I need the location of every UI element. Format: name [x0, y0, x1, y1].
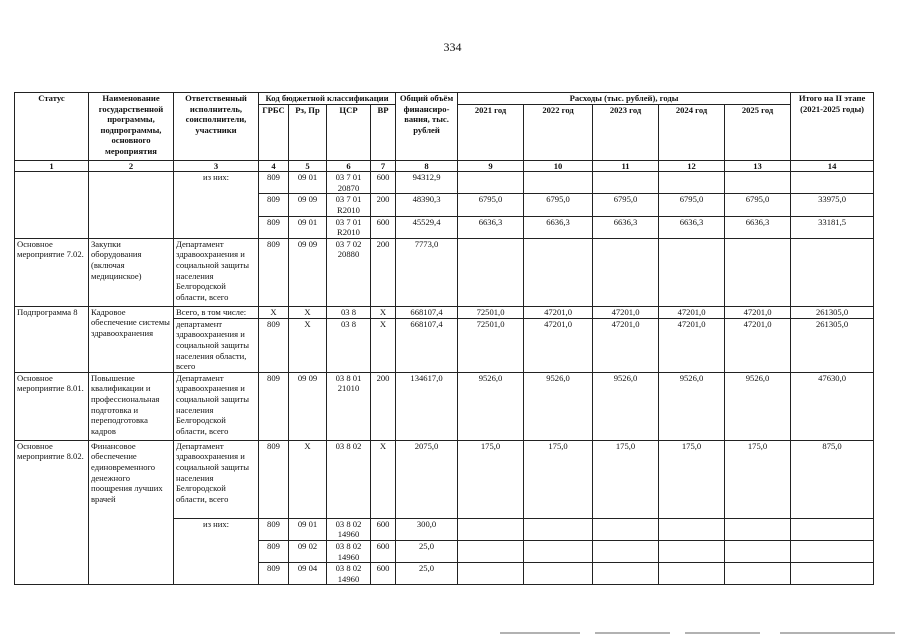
- cell-itogo: 875,0: [791, 440, 874, 518]
- cell-2025: [725, 563, 791, 585]
- cell-total: 300,0: [396, 518, 458, 540]
- column-number-row: [15, 160, 874, 172]
- cell-2021: 6636,3: [458, 216, 524, 238]
- cell-2024: [659, 563, 725, 585]
- page-number: 334: [443, 40, 462, 54]
- cell-csr: 03 8: [327, 306, 371, 318]
- cell-grbs: 809: [259, 216, 289, 238]
- cell-2025: 6636,3: [725, 216, 791, 238]
- cell-name: Финансовое обеспечение единовременного денежного поощрения лучших врачей: [89, 440, 174, 585]
- cell-2021: 175,0: [458, 440, 524, 518]
- cell-rzpr: 09 04: [289, 563, 327, 585]
- cell-vr: 200: [371, 194, 396, 216]
- cell-grbs: 809: [259, 563, 289, 585]
- table-row: [15, 238, 874, 306]
- cell-itogo: [791, 563, 874, 585]
- cell-rzpr: 09 02: [289, 540, 327, 562]
- cell-2021: 72501,0: [458, 306, 524, 318]
- cell-2022: 175,0: [524, 440, 593, 518]
- cell-csr: 03 7 02 20880: [327, 238, 371, 306]
- cell-executor: Всего, в том числе:: [174, 306, 259, 318]
- col-number: 14: [791, 160, 874, 172]
- cell-itogo: 261305,0: [791, 318, 874, 372]
- cell-2023: [593, 518, 659, 540]
- cell-2023: 47201,0: [593, 318, 659, 372]
- cell-2021: [458, 563, 524, 585]
- cell-total: 25,0: [396, 540, 458, 562]
- cell-total: 668107,4: [396, 306, 458, 318]
- cell-2022: 6636,3: [524, 216, 593, 238]
- cell-grbs: 809: [259, 372, 289, 440]
- cell-2021: [458, 540, 524, 562]
- col-number: 10: [524, 160, 593, 172]
- cell-2022: 47201,0: [524, 318, 593, 372]
- cell-2024: 6795,0: [659, 194, 725, 216]
- cell-csr: 03 8 01 21010: [327, 372, 371, 440]
- cell-rzpr: 09 09: [289, 372, 327, 440]
- cell-2023: 175,0: [593, 440, 659, 518]
- table-row: [15, 440, 874, 518]
- cell-csr: 03 7 01 R2010: [327, 194, 371, 216]
- header-itogo: Итого на II этапе (2021-2025 годы): [791, 93, 874, 161]
- header-2025: 2025 год: [725, 104, 791, 160]
- cell-2022: [524, 172, 593, 194]
- cell-2021: [458, 172, 524, 194]
- cell-total: 45529,4: [396, 216, 458, 238]
- cell-rzpr: 09 01: [289, 172, 327, 194]
- cell-2021: 9526,0: [458, 372, 524, 440]
- table-row: [15, 172, 874, 194]
- col-number: 6: [327, 160, 371, 172]
- header-expenses-group: Расходы (тыс. рублей), годы: [458, 93, 791, 105]
- cell-2024: 47201,0: [659, 318, 725, 372]
- cell-status: [15, 172, 89, 239]
- cell-status: Основное мероприятие 7.02.: [15, 238, 89, 306]
- cell-executor: из них:: [174, 172, 259, 239]
- col-number: 4: [259, 160, 289, 172]
- header-executor: Ответственный исполнитель, соисполнители, участники: [174, 93, 259, 161]
- cell-vr: 600: [371, 563, 396, 585]
- cell-grbs: 809: [259, 440, 289, 518]
- cell-2022: [524, 518, 593, 540]
- cell-rzpr: X: [289, 440, 327, 518]
- cell-2023: [593, 238, 659, 306]
- col-number: 7: [371, 160, 396, 172]
- cell-2021: 72501,0: [458, 318, 524, 372]
- cell-rzpr: 09 09: [289, 194, 327, 216]
- col-number: 11: [593, 160, 659, 172]
- cell-executor: Департамент здравоохранения и социальной защиты населения Белгородской области, всего: [174, 372, 259, 440]
- header-rzpr: Рз, Пр: [289, 104, 327, 160]
- table-row: [15, 372, 874, 440]
- header-grbs: ГРБС: [259, 104, 289, 160]
- cell-vr: X: [371, 440, 396, 518]
- cell-2024: [659, 518, 725, 540]
- header-2021: 2021 год: [458, 104, 524, 160]
- cell-name: Кадровое обеспечение системы здравоохранения: [89, 306, 174, 372]
- cell-vr: 600: [371, 216, 396, 238]
- cell-2024: [659, 172, 725, 194]
- cell-2025: 47201,0: [725, 306, 791, 318]
- cell-csr: 03 8 02 14960: [327, 518, 371, 540]
- cell-csr: 03 8 02: [327, 440, 371, 518]
- cell-total: 134617,0: [396, 372, 458, 440]
- cell-2023: [593, 563, 659, 585]
- col-number: 1: [15, 160, 89, 172]
- cell-vr: X: [371, 306, 396, 318]
- cell-executor: департамент здравоохранения и социальной защиты населения области, всего: [174, 318, 259, 372]
- cell-total: 7773,0: [396, 238, 458, 306]
- cell-itogo: 33975,0: [791, 194, 874, 216]
- header-status: Статус: [15, 93, 89, 161]
- cell-2025: 9526,0: [725, 372, 791, 440]
- cell-itogo: [791, 172, 874, 194]
- cell-2025: 47201,0: [725, 318, 791, 372]
- cell-grbs: 809: [259, 238, 289, 306]
- cell-grbs: 809: [259, 194, 289, 216]
- cell-status: Основное мероприятие 8.02.: [15, 440, 89, 585]
- cell-2025: [725, 540, 791, 562]
- cell-2021: [458, 518, 524, 540]
- header-2024: 2024 год: [659, 104, 725, 160]
- cell-2022: 6795,0: [524, 194, 593, 216]
- cell-2025: [725, 238, 791, 306]
- cell-2021: 6795,0: [458, 194, 524, 216]
- cell-total: 94312,9: [396, 172, 458, 194]
- cell-grbs: 809: [259, 540, 289, 562]
- cell-grbs: 809: [259, 518, 289, 540]
- cell-rzpr: X: [289, 306, 327, 318]
- header-total: Общий объём финансиро-вания, тыс. рублей: [396, 93, 458, 161]
- col-number: 2: [89, 160, 174, 172]
- cell-csr: 03 7 01 20870: [327, 172, 371, 194]
- cell-vr: 600: [371, 518, 396, 540]
- cell-total: 25,0: [396, 563, 458, 585]
- cell-vr: 200: [371, 238, 396, 306]
- header-row-1: [15, 93, 874, 105]
- cell-2023: [593, 540, 659, 562]
- cell-2025: [725, 172, 791, 194]
- header-2023: 2023 год: [593, 104, 659, 160]
- cell-grbs: X: [259, 306, 289, 318]
- cell-vr: 600: [371, 540, 396, 562]
- cell-2025: 6795,0: [725, 194, 791, 216]
- cell-name: Повышение квалификации и профессиональная подготовка и переподготовка кадров: [89, 372, 174, 440]
- cell-2022: [524, 563, 593, 585]
- header-csr: ЦСР: [327, 104, 371, 160]
- col-number: 9: [458, 160, 524, 172]
- cell-2025: [725, 518, 791, 540]
- col-number: 5: [289, 160, 327, 172]
- cell-executor: Департамент здравоохранения и социальной защиты населения Белгородской области, всего: [174, 238, 259, 306]
- col-number: 13: [725, 160, 791, 172]
- cell-grbs: 809: [259, 172, 289, 194]
- cell-itogo: [791, 518, 874, 540]
- cell-total: 668107,4: [396, 318, 458, 372]
- cell-2024: 47201,0: [659, 306, 725, 318]
- cell-itogo: 47630,0: [791, 372, 874, 440]
- cell-status: Основное мероприятие 8.01.: [15, 372, 89, 440]
- cell-csr: 03 7 01 R2010: [327, 216, 371, 238]
- cell-rzpr: 09 01: [289, 518, 327, 540]
- cell-vr: X: [371, 318, 396, 372]
- cell-name: [89, 172, 174, 239]
- cell-name: Закупки оборудования (включая медицинское): [89, 238, 174, 306]
- cell-2024: 9526,0: [659, 372, 725, 440]
- cell-total: 2075,0: [396, 440, 458, 518]
- budget-table: [14, 92, 874, 585]
- cell-rzpr: X: [289, 318, 327, 372]
- cell-rzpr: 09 09: [289, 238, 327, 306]
- cell-rzpr: 09 01: [289, 216, 327, 238]
- cell-vr: 200: [371, 372, 396, 440]
- cell-itogo: [791, 238, 874, 306]
- cell-vr: 600: [371, 172, 396, 194]
- cell-csr: 03 8 02 14960: [327, 540, 371, 562]
- cell-2022: [524, 238, 593, 306]
- bottom-scan-marks: [500, 632, 900, 634]
- cell-executor: Департамент здравоохранения и социальной защиты населения Белгородской области, всего: [174, 440, 259, 518]
- cell-csr: 03 8: [327, 318, 371, 372]
- cell-status: Подпрограмма 8: [15, 306, 89, 372]
- cell-itogo: 261305,0: [791, 306, 874, 318]
- header-vr: ВР: [371, 104, 396, 160]
- cell-itogo: [791, 540, 874, 562]
- cell-2025: 175,0: [725, 440, 791, 518]
- cell-2021: [458, 238, 524, 306]
- col-number: 12: [659, 160, 725, 172]
- cell-2022: 47201,0: [524, 306, 593, 318]
- cell-2023: 9526,0: [593, 372, 659, 440]
- col-number: 8: [396, 160, 458, 172]
- cell-2024: 6636,3: [659, 216, 725, 238]
- cell-csr: 03 8 02 14960: [327, 563, 371, 585]
- cell-2023: 47201,0: [593, 306, 659, 318]
- cell-2024: [659, 238, 725, 306]
- header-code-group: Код бюджетной классификации: [259, 93, 396, 105]
- header-2022: 2022 год: [524, 104, 593, 160]
- cell-grbs: 809: [259, 318, 289, 372]
- col-number: 3: [174, 160, 259, 172]
- cell-itogo: 33181,5: [791, 216, 874, 238]
- cell-2022: [524, 540, 593, 562]
- cell-2023: [593, 172, 659, 194]
- cell-2023: 6795,0: [593, 194, 659, 216]
- cell-2024: [659, 540, 725, 562]
- cell-2022: 9526,0: [524, 372, 593, 440]
- cell-2023: 6636,3: [593, 216, 659, 238]
- cell-2024: 175,0: [659, 440, 725, 518]
- table-row: [15, 306, 874, 318]
- header-name: Наименование государственной программы, подпрограммы, основного мероприятия: [89, 93, 174, 161]
- cell-total: 48390,3: [396, 194, 458, 216]
- cell-executor: из них:: [174, 518, 259, 585]
